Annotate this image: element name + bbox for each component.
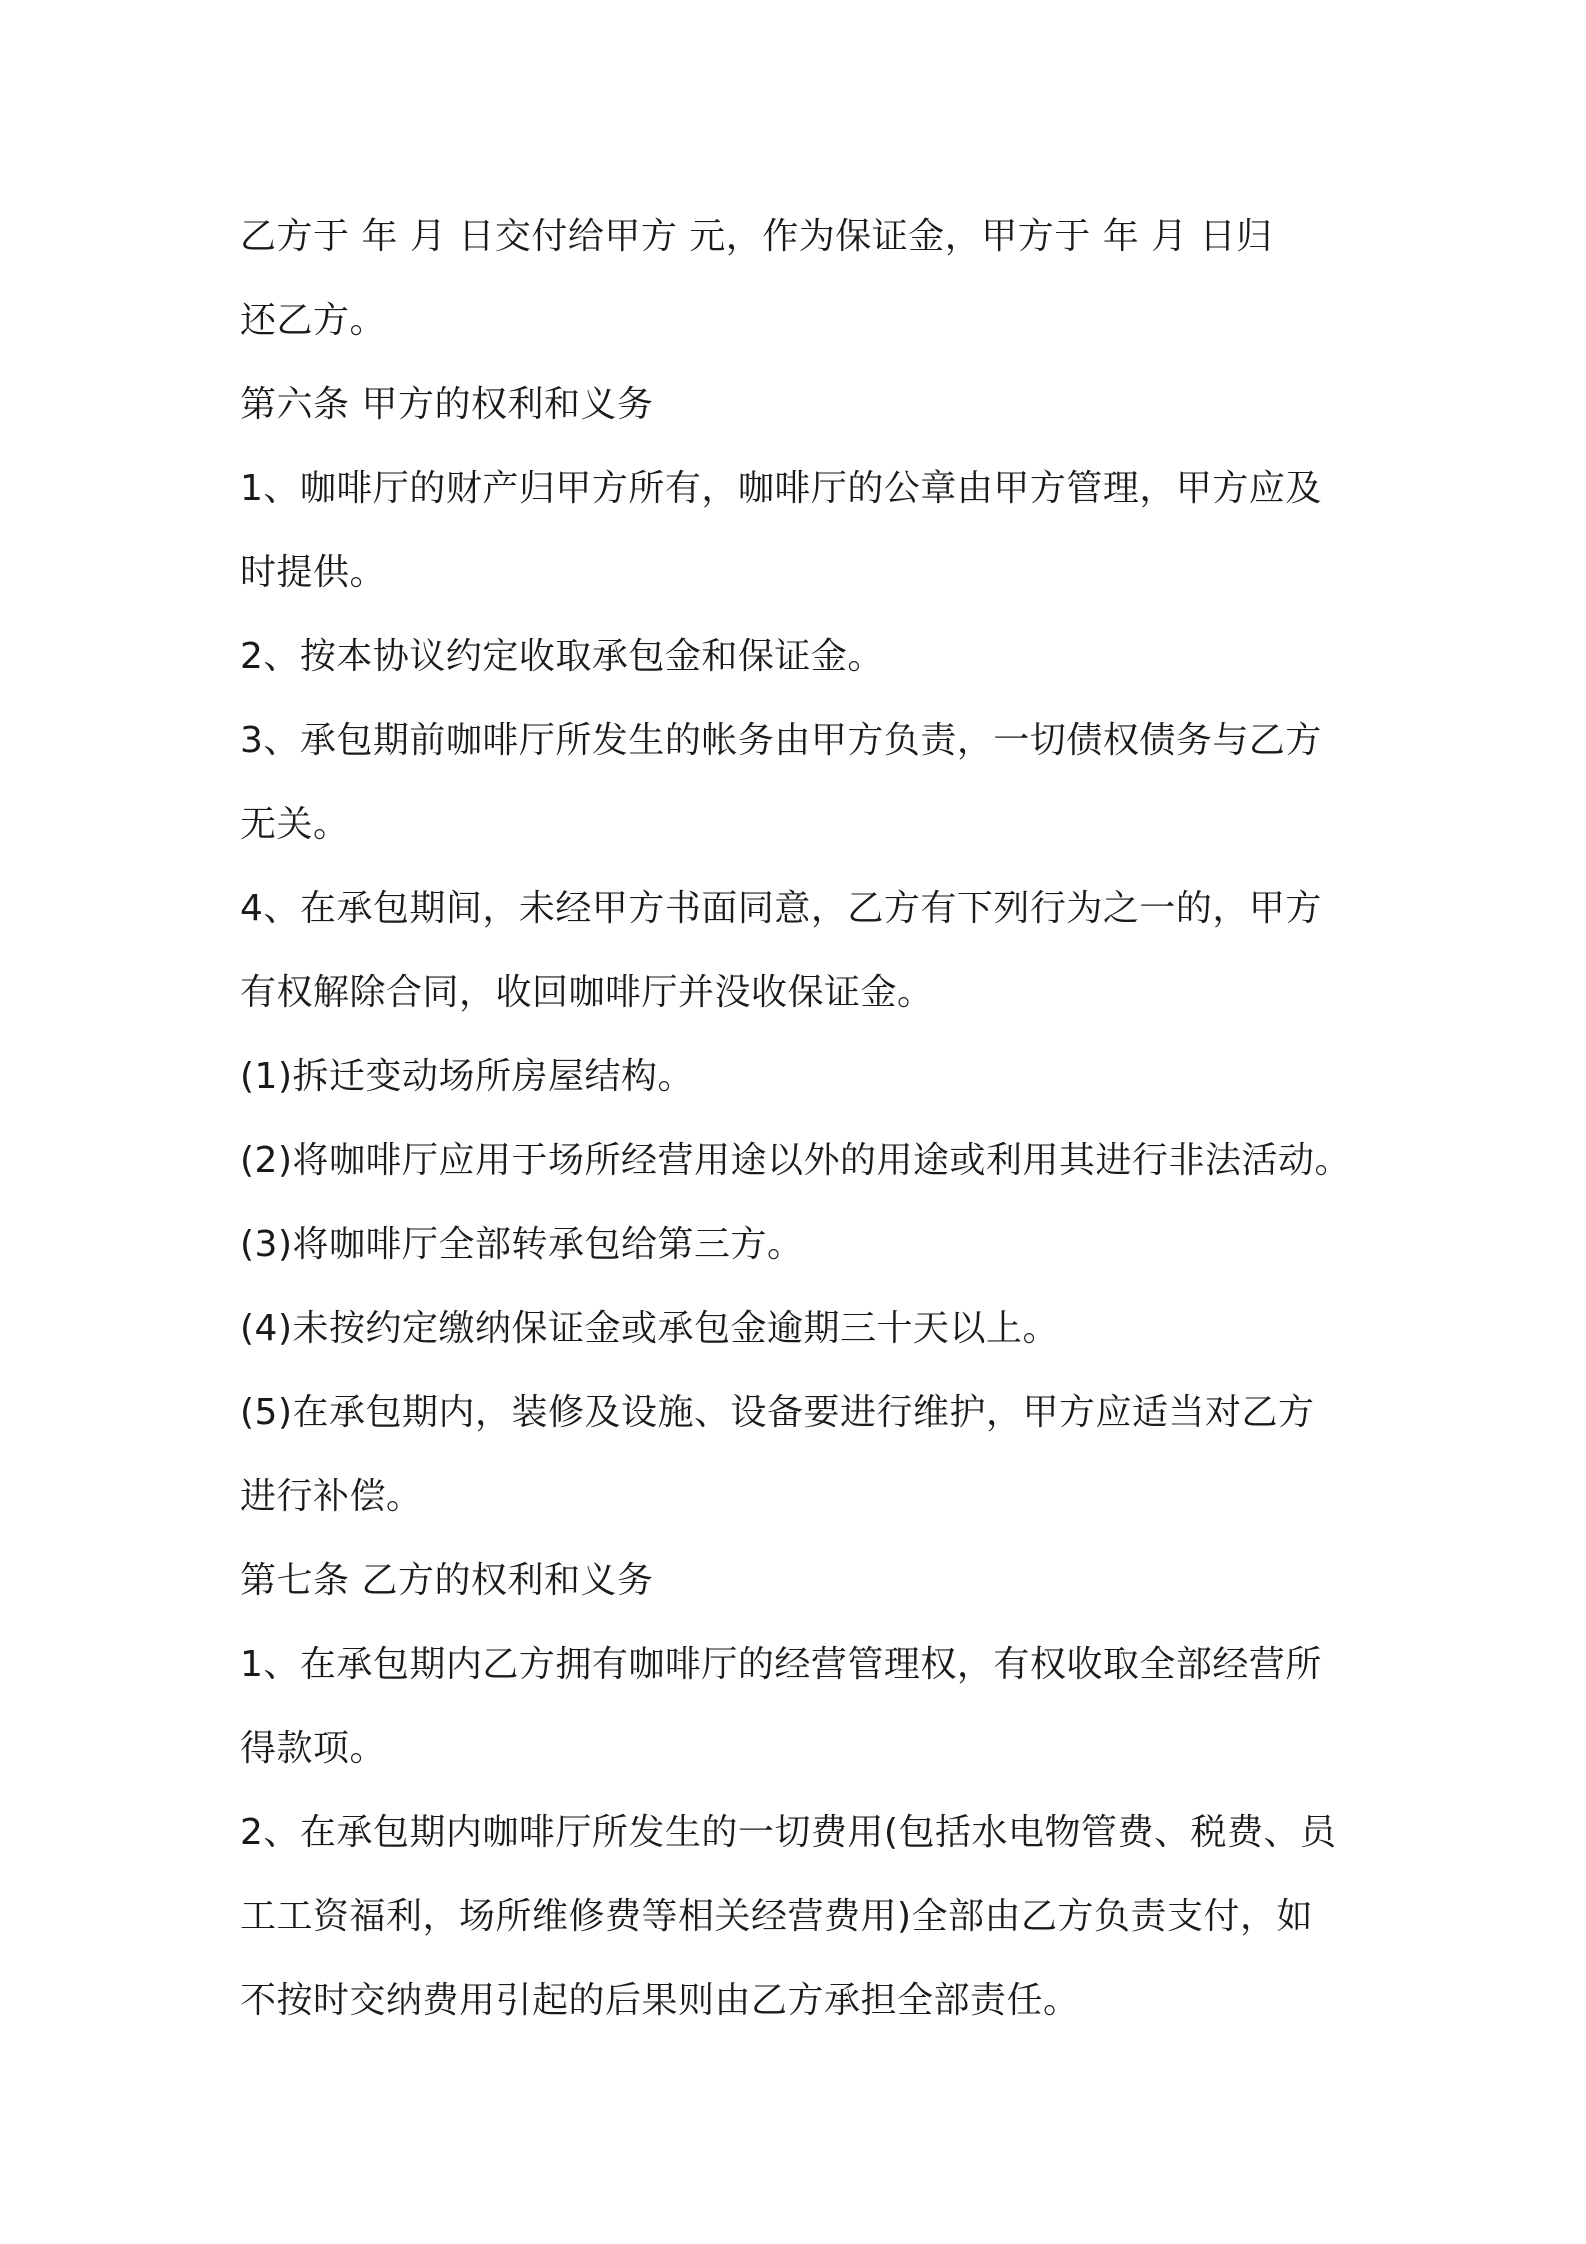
text-line: 乙方于 年 月 日交付给甲方 元，作为保证金，甲方于 年 月 日归 [240,216,1273,257]
text-line: 1、在承包期内乙方拥有咖啡厅的经营管理权，有权收取全部经营所 [240,1644,1322,1685]
text-line: 得款项。 [240,1728,387,1769]
text-line: 有权解除合同，收回咖啡厅并没收保证金。 [240,972,934,1013]
text-line: 进行补偿。 [240,1476,423,1517]
text-line: 4、在承包期间，未经甲方书面同意，乙方有下列行为之一的，甲方 [240,888,1322,929]
text-line: 无关。 [240,804,350,845]
text-line: 工工资福利，场所维修费等相关经营费用)全部由乙方负责支付，如 [240,1896,1314,1937]
list-item: (2)将咖啡厅应用于场所经营用途以外的用途或利用其进行非法活动。 [240,1140,1351,1181]
text-line: 1、咖啡厅的财产归甲方所有，咖啡厅的公章由甲方管理，甲方应及 [240,468,1322,509]
text-line: 3、承包期前咖啡厅所发生的帐务由甲方负责，一切债权债务与乙方 [240,720,1322,761]
list-item: (4)未按约定缴纳保证金或承包金逾期三十天以上。 [240,1308,1059,1349]
text-line: 2、按本协议约定收取承包金和保证金。 [240,636,884,677]
section-heading: 第七条 乙方的权利和义务 [240,1560,654,1601]
text-line: 时提供。 [240,552,387,593]
document-body [240,195,1360,2043]
list-item: (3)将咖啡厅全部转承包给第三方。 [240,1224,804,1265]
list-item: (1)拆迁变动场所房屋结构。 [240,1056,694,1097]
list-item: (5)在承包期内，装修及设施、设备要进行维护，甲方应适当对乙方 [240,1392,1315,1433]
text-line: 不按时交纳费用引起的后果则由乙方承担全部责任。 [240,1980,1080,2021]
text-line: 还乙方。 [240,300,387,341]
text-line: 2、在承包期内咖啡厅所发生的一切费用(包括水电物管费、税费、员 [240,1812,1337,1853]
section-heading: 第六条 甲方的权利和义务 [240,384,654,425]
